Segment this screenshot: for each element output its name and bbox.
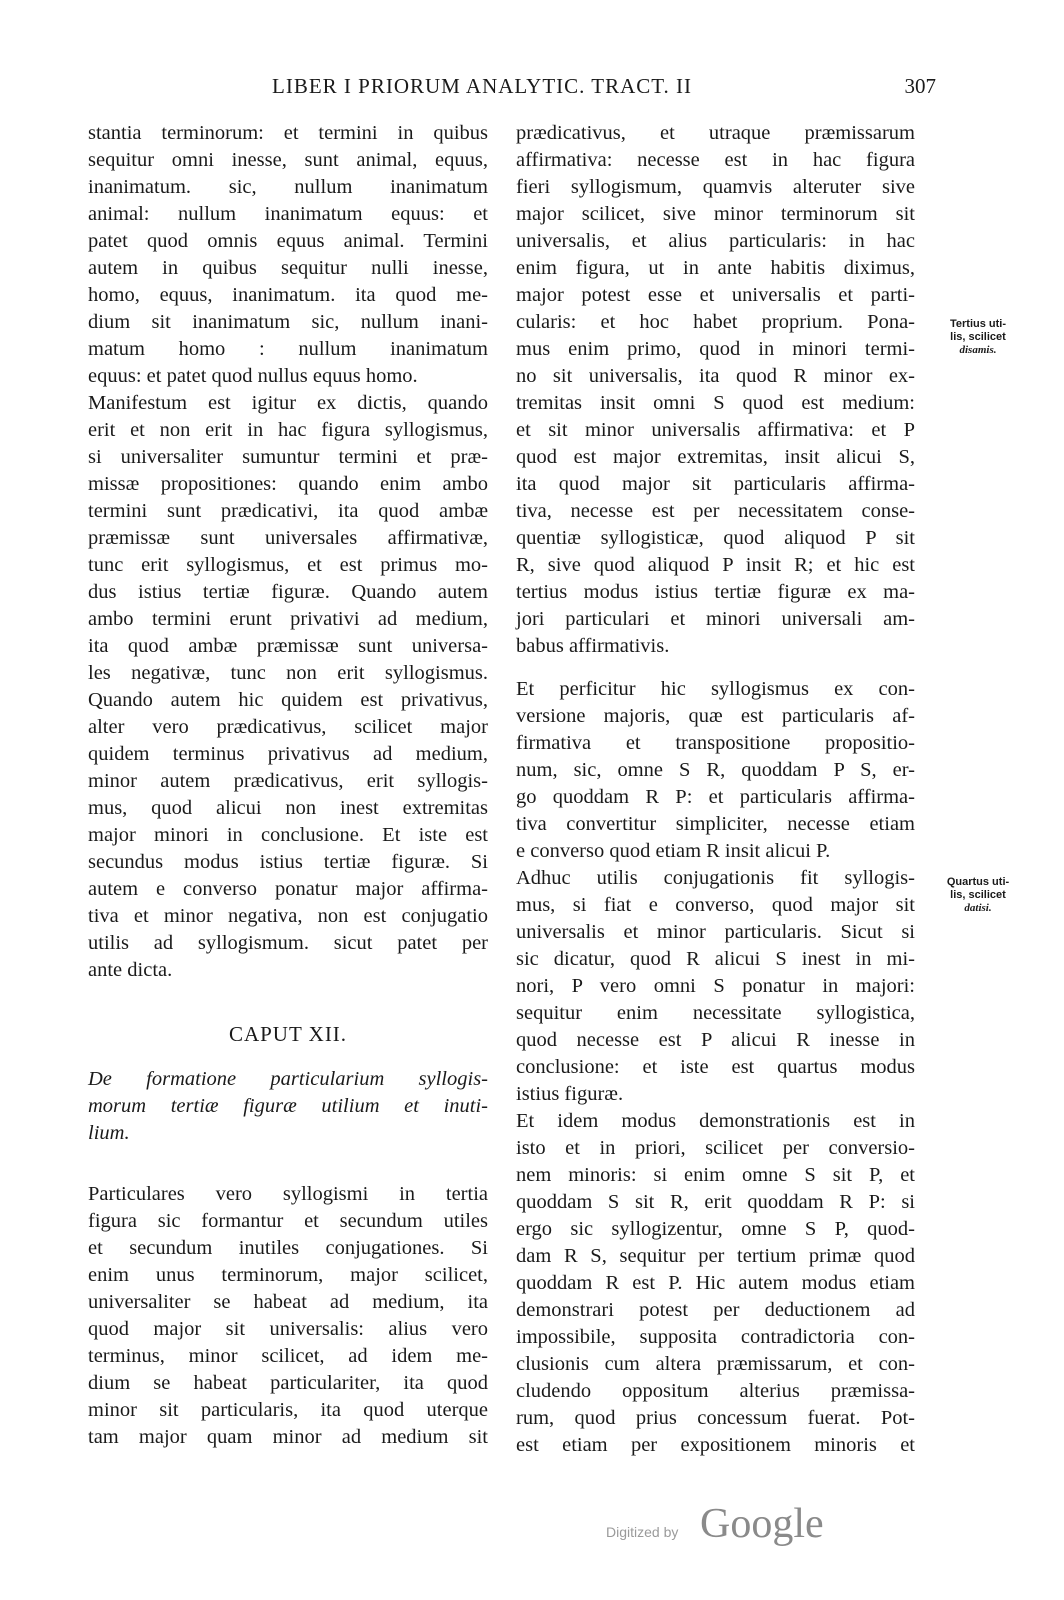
- text-line: autem e converso ponatur major affirma-: [88, 878, 488, 900]
- paragraph: [516, 1108, 915, 1459]
- text-line: fieri syllogismum, quamvis alteruter sive: [516, 176, 915, 198]
- text-line: dium se habeat particulariter, ita quod: [88, 1372, 488, 1394]
- text-line: babus affirmativis.: [516, 635, 670, 657]
- text-line: les negativæ, tunc non erit syllogismus.: [88, 662, 488, 684]
- text-line: Particulares vero syllogismi in tertia: [88, 1183, 488, 1205]
- text-line: major potest esse et universalis et parti-: [516, 284, 915, 306]
- digitized-watermark: [606, 1500, 826, 1550]
- paragraph: [88, 1181, 488, 1451]
- text-line: go quoddam R P: et particularis affirma-: [516, 786, 915, 808]
- watermark-caption: Digitized by: [606, 1524, 679, 1540]
- text-line: Manifestum est igitur ex dictis, quando: [88, 392, 488, 414]
- text-line: tiva et minor negativa, non est conjugatio: [88, 905, 488, 927]
- margin-note-line: Quartus uti-: [946, 876, 1010, 888]
- text-line: quoddam R est P. Hic autem modus etiam: [516, 1272, 915, 1294]
- text-line: ante dicta.: [88, 959, 173, 981]
- text-line: affirmativa: necesse est in hac figura: [516, 149, 915, 171]
- margin-note-line: lis, scilicet: [950, 889, 1006, 901]
- text-line: rum, quod prius concessum fuerat. Pot-: [516, 1407, 915, 1429]
- text-line: quod est major extremitas, insit alicui S,: [516, 446, 915, 468]
- text-line: major minori in conclusione. Et iste est: [88, 824, 488, 846]
- text-line: missæ propositiones: quando enim ambo: [88, 473, 488, 495]
- paragraph: [516, 676, 915, 865]
- text-line: secundus modus istius tertiæ figuræ. Si: [88, 851, 488, 873]
- text-line: figura sic formantur et secundum utiles: [88, 1210, 488, 1232]
- chapter-title: [88, 1066, 488, 1147]
- text-line: major scilicet, sive minor terminorum sit: [516, 203, 915, 225]
- text-line: prædicativus, et utraque præmissarum: [516, 122, 915, 144]
- text-line: versione majoris, quæ est particularis af-: [516, 705, 915, 727]
- text-line: universalis, et alius particularis: in hac: [516, 230, 915, 252]
- text-line: quentiæ syllogisticæ, quod aliquod P sit: [516, 527, 915, 549]
- text-line: quod necesse est P alicui R inesse in: [516, 1029, 915, 1051]
- text-line: sequitur omni inesse, sunt animal, equus,: [88, 149, 488, 171]
- text-line: Quando autem hic quidem est privativus,: [88, 689, 488, 711]
- chapter-heading: CAPUT XII.: [228, 1022, 348, 1046]
- text-line: sic dicatur, quod R alicui S inest in mi-: [516, 948, 915, 970]
- left-column: [88, 120, 488, 1451]
- text-line: ita quod major sit particularis affirma-: [516, 473, 915, 495]
- text-line: e converso quod etiam R insit alicui P.: [516, 840, 831, 862]
- text-line: Adhuc utilis conjugationis fit syllogis-: [516, 867, 915, 889]
- margin-note-line: lis, scilicet: [950, 331, 1006, 343]
- text-line: dus istius tertiæ figuræ. Quando autem: [88, 581, 488, 603]
- text-line: mus, quod alicui non inest extremitas: [88, 797, 488, 819]
- paragraph: [88, 390, 488, 984]
- paragraph: [516, 120, 915, 660]
- text-line: conclusione: et iste est quartus modus: [516, 1056, 915, 1078]
- text-line: num, sic, omne S R, quoddam P S, er-: [516, 759, 915, 781]
- text-line: patet quod omnis equus animal. Termini: [88, 230, 488, 252]
- text-line: erit et non erit in hac figura syllogismus,: [88, 419, 488, 441]
- paragraph: [88, 120, 488, 390]
- text-line: ergo sic syllogizentur, omne S P, quod-: [516, 1218, 915, 1240]
- text-line: homo, equus, inanimatum. ita quod me-: [88, 284, 488, 306]
- text-line: autem in quibus sequitur nulli inesse,: [88, 257, 488, 279]
- text-line: et secundum inutiles conjugationes. Si: [88, 1237, 488, 1259]
- text-line: stantia terminorum: et termini in quibus: [88, 122, 488, 144]
- title-line: De formatione particularium syllogis-: [88, 1068, 488, 1090]
- text-line: mus enim primo, quod in minori termi-: [516, 338, 915, 360]
- text-line: isto et in priori, scilicet per conversio-: [516, 1137, 915, 1159]
- text-line: Et perficitur hic syllogismus ex con-: [516, 678, 915, 700]
- text-line: cludendo oppositum alterius præmissa-: [516, 1380, 915, 1402]
- text-line: ita quod ambæ præmissæ sunt universa-: [88, 635, 488, 657]
- text-line: tiva convertitur simpliciter, necesse etiam: [516, 813, 915, 835]
- text-line: firmativa et transpositione propositio-: [516, 732, 915, 754]
- page-number: 307: [904, 74, 936, 98]
- text-line: tunc erit syllogismus, et est primus mo-: [88, 554, 488, 576]
- title-line: morum tertiæ figuræ utilium et inuti-: [88, 1095, 488, 1117]
- text-line: equus: et patet quod nullus equus homo.: [88, 365, 418, 387]
- text-line: inanimatum. sic, nullum inanimatum: [88, 176, 488, 198]
- text-line: universaliter se habeat ad medium, ita: [88, 1291, 488, 1313]
- text-line: sequitur enim necessitate syllogistica,: [516, 1002, 915, 1024]
- text-line: universalis et minor particularis. Sicut si: [516, 921, 915, 943]
- text-line: minor sit particularis, ita quod uterque: [88, 1399, 488, 1421]
- text-line: terminus, minor scilicet, ad idem me-: [88, 1345, 488, 1367]
- text-line: animal: nullum inanimatum equus: et: [88, 203, 488, 225]
- text-line: ambo termini erunt privativi ad medium,: [88, 608, 488, 630]
- text-line: minor autem prædicativus, erit syllogis-: [88, 770, 488, 792]
- text-line: R, sive quod aliquod P insit R; et hic est: [516, 554, 915, 576]
- google-logo: Google: [700, 1501, 824, 1547]
- text-line: no sit universalis, ita quod R minor ex-: [516, 365, 915, 387]
- text-line: mus, si fiat e converso, quod major sit: [516, 894, 915, 916]
- text-line: impossibile, supposita contradictoria con-: [516, 1326, 915, 1348]
- text-line: quoddam S sit R, erit quoddam R P: si: [516, 1191, 915, 1213]
- text-line: tertius modus istius tertiæ figuræ ex ma-: [516, 581, 915, 603]
- text-line: dium sit inanimatum sic, nullum inani-: [88, 311, 488, 333]
- margin-note-line: disamis.: [959, 344, 997, 356]
- text-line: clusionis cum altera præmissarum, et con-: [516, 1353, 915, 1375]
- text-line: tam major quam minor ad medium sit: [88, 1426, 488, 1448]
- right-column: [516, 120, 915, 1459]
- text-line: utilis ad syllogismum. sicut patet per: [88, 932, 488, 954]
- text-line: cularis: et hoc habet proprium. Pona-: [516, 311, 915, 333]
- margin-note-line: Tertius uti-: [949, 318, 1006, 330]
- text-line: quod major sit universalis: alius vero: [88, 1318, 488, 1340]
- margin-note-quartus: [919, 876, 1037, 915]
- text-line: si universaliter sumuntur termini et præ-: [88, 446, 488, 468]
- text-line: istius figuræ.: [516, 1083, 624, 1105]
- text-line: quidem terminus privativus ad medium,: [88, 743, 488, 765]
- text-line: enim figura, ut in ante habitis diximus,: [516, 257, 915, 279]
- text-line: dam R S, sequitur per tertium primæ quod: [516, 1245, 915, 1267]
- text-line: nem minoris: si enim omne S sit P, et: [516, 1164, 915, 1186]
- text-line: est etiam per expositionem minoris et: [516, 1434, 915, 1456]
- title-line: lium.: [88, 1122, 130, 1144]
- margin-note-tertius: [919, 318, 1037, 357]
- text-line: et sit minor universalis affirmativa: et P: [516, 419, 915, 441]
- text-line: jori particulari et minori universali am-: [516, 608, 915, 630]
- paragraph: [516, 865, 915, 1108]
- text-line: præmissæ sunt universales affirmativæ,: [88, 527, 488, 549]
- text-line: enim unus terminorum, major scilicet,: [88, 1264, 488, 1286]
- text-line: tiva, necesse est per necessitatem conse-: [516, 500, 915, 522]
- margin-note-line: datisi.: [964, 902, 992, 914]
- text-line: alter vero prædicativus, scilicet major: [88, 716, 488, 738]
- text-line: tremitas insit omni S quod est medium:: [516, 392, 915, 414]
- text-line: Et idem modus demonstrationis est in: [516, 1110, 915, 1132]
- text-line: termini sunt prædicativi, ita quod ambæ: [88, 500, 488, 522]
- text-line: demonstrari potest per deductionem ad: [516, 1299, 915, 1321]
- text-line: matum homo : nullum inanimatum: [88, 338, 488, 360]
- running-head: LIBER I PRIORUM ANALYTIC. TRACT. II: [272, 74, 693, 98]
- text-line: nori, P vero omni S ponatur in majori:: [516, 975, 915, 997]
